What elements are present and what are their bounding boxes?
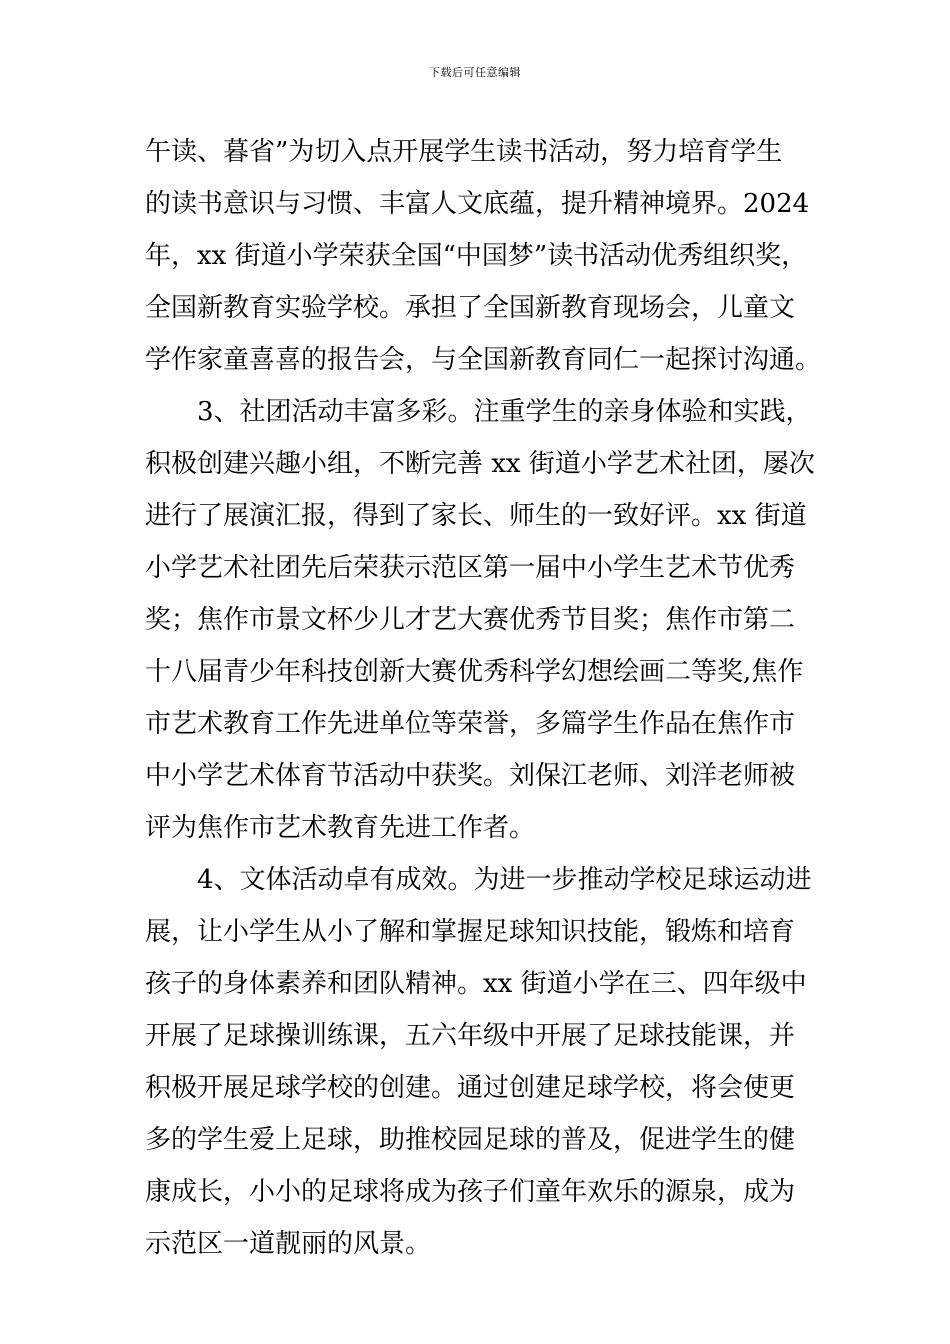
- text-line: 的读书意识与习惯、丰富人文底蕴，提升精神境界。2024: [145, 189, 810, 219]
- text-line: 开展了足球操训练课，五六年级中开展了足球技能课，并: [145, 1021, 796, 1051]
- paragraph-3-first-line: 3、社团活动丰富多彩。注重学生的亲身体验和实践，: [197, 397, 812, 427]
- text-line: 全国新教育实验学校。承担了全国新教育现场会，儿童文: [145, 293, 796, 323]
- text-line: 孩子的身体素养和团队精神。xx 街道小学在三、四年级中: [145, 969, 807, 999]
- text-line: 评为焦作市艺术教育先进工作者。: [145, 813, 536, 843]
- page-header: 下载后可任意编辑: [429, 66, 521, 79]
- text-line: 积极创建兴趣小组，不断完善 xx 街道小学艺术社团，屡次: [145, 449, 815, 479]
- text-line: 中小学艺术体育节活动中获奖。刘保江老师、刘洋老师被: [145, 761, 796, 791]
- text-line: 康成长，小小的足球将成为孩子们童年欢乐的源泉，成为: [145, 1177, 796, 1207]
- text-line: 午读、暮省”为切入点开展学生读书活动，努力培育学生: [145, 137, 783, 167]
- text-line: 十八届青少年科技创新大赛优秀科学幻想绘画二等奖,焦作: [145, 657, 804, 687]
- text-line: 示范区一道靓丽的风景。: [145, 1229, 432, 1259]
- document-body: [145, 126, 845, 1270]
- text-line: 进行了展演汇报，得到了家长、师生的一致好评。xx 街道: [145, 501, 807, 531]
- text-line: 多的学生爱上足球，助推校园足球的普及，促进学生的健: [145, 1125, 796, 1155]
- text-line: 学作家童喜喜的报告会，与全国新教育同仁一起探讨沟通。: [145, 345, 822, 375]
- paragraph-4-first-line: 4、文体活动卓有成效。为进一步推动学校足球运动进: [197, 865, 812, 895]
- text-line: 市艺术教育工作先进单位等荣誉，多篇学生作品在焦作市: [145, 709, 796, 739]
- text-line: 奖；焦作市景文杯少儿才艺大赛优秀节目奖；焦作市第二: [145, 605, 796, 635]
- text-line: 年，xx 街道小学荣获全国“中国梦”读书活动优秀组织奖，: [145, 241, 808, 271]
- text-line: 积极开展足球学校的创建。通过创建足球学校，将会使更: [145, 1073, 796, 1103]
- text-line: 小学艺术社团先后荣获示范区第一届中小学生艺术节优秀: [145, 553, 796, 583]
- text-line: 展，让小学生从小了解和掌握足球知识技能，锻炼和培育: [145, 917, 796, 947]
